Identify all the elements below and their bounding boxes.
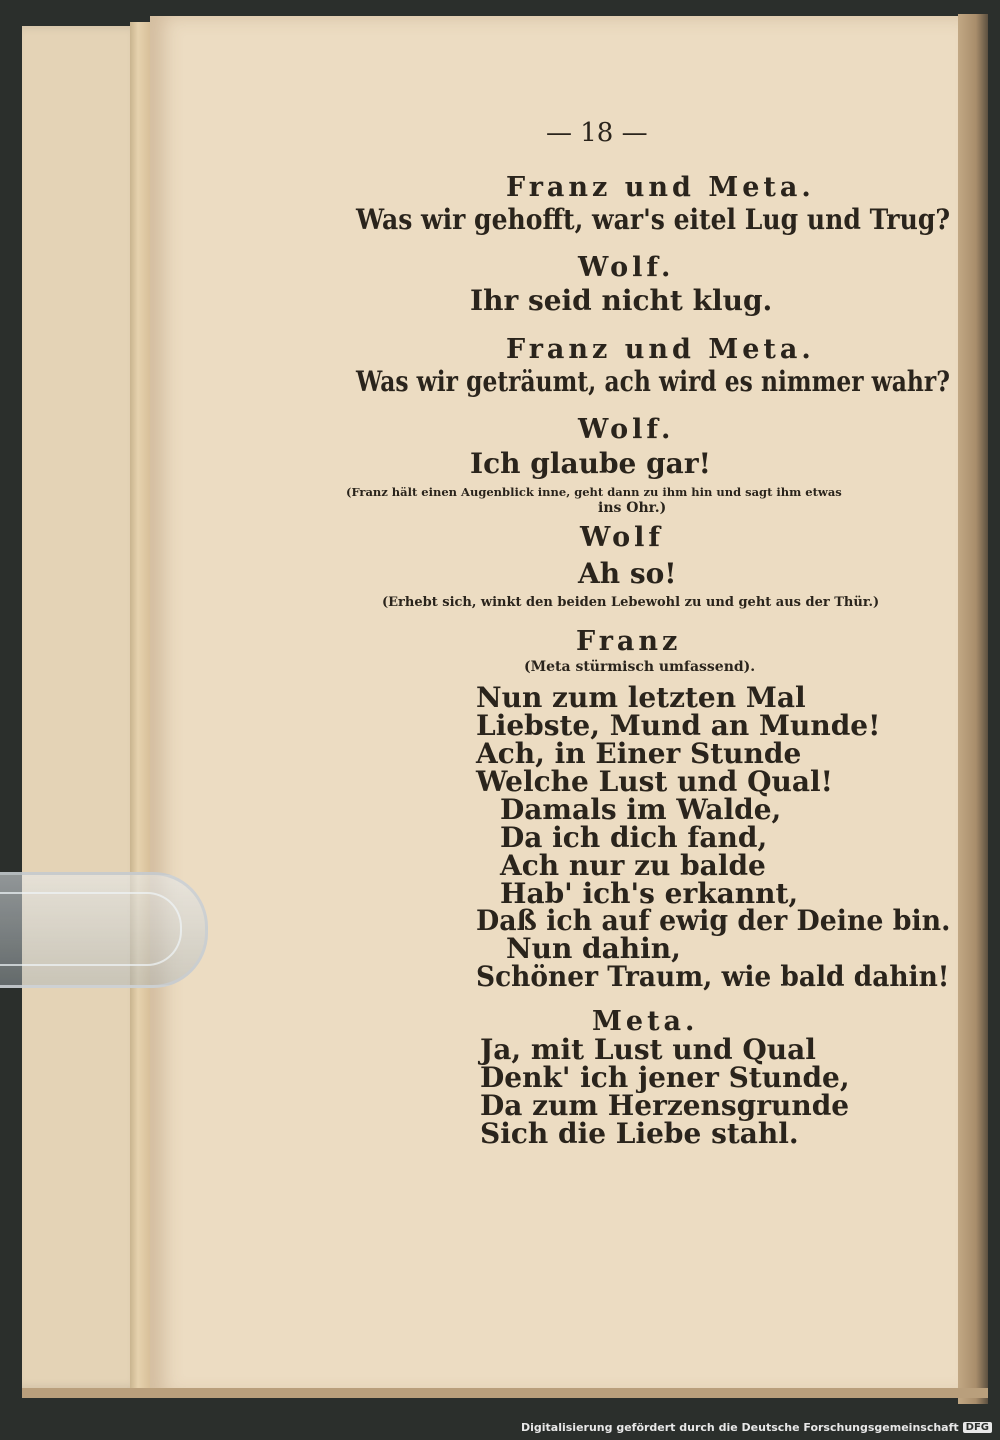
speaker-label: Wolf <box>580 522 665 553</box>
stage-direction: (Erhebt sich, winkt den beiden Lebewohl zu und geht aus der Thür.) <box>382 595 880 610</box>
page-number: — 18 — <box>546 118 648 148</box>
verse-line: Schöner Traum, wie bald dahin! <box>476 960 950 993</box>
verse-line: Liebste, Mund an Munde! <box>476 709 881 742</box>
verse-line: Ja, mit Lust und Qual <box>480 1033 816 1066</box>
speaker-label: Wolf. <box>578 414 675 445</box>
verse-line: Sich die Liebe stahl. <box>480 1117 799 1150</box>
verse-line: Ah so! <box>578 557 677 590</box>
dfg-logo: DFG <box>963 1422 992 1433</box>
right-page-edge <box>958 14 988 1404</box>
speaker-label: Franz und Meta. <box>506 172 815 203</box>
bottom-edge <box>22 1388 988 1398</box>
verse-line: Ihr seid nicht klug. <box>470 284 773 317</box>
verse-line: Daß ich auf ewig der Deine bin. <box>476 904 951 937</box>
left-page-leaf <box>22 26 142 1388</box>
verse-line: Ach nur zu balde <box>500 849 766 882</box>
speaker-label: Franz und Meta. <box>506 334 815 365</box>
verse-line: Denk' ich jener Stunde, <box>480 1061 850 1094</box>
stage-direction: ins Ohr.) <box>598 500 667 516</box>
verse-line: Hab' ich's erkannt, <box>500 877 799 910</box>
verse-line: Da zum Herzensgrunde <box>480 1089 850 1122</box>
verse-line: Damals im Walde, <box>500 793 782 826</box>
verse-line: Nun zum letzten Mal <box>476 681 806 714</box>
verse-line: Ach, in Einer Stunde <box>476 737 802 770</box>
stage-direction: (Franz hält einen Augenblick inne, geht dann zu ihm hin und sagt ihm etwas <box>346 485 842 499</box>
verse-line: Was wir geträumt, ach wird es nimmer wahr? <box>356 365 950 398</box>
verse-line: Ich glaube gar! <box>470 447 711 480</box>
verse-line: Welche Lust und Qual! <box>476 765 833 798</box>
speaker-label: Franz <box>576 626 682 657</box>
plastic-page-clip-inner <box>0 892 182 966</box>
verse-line: Nun dahin, <box>506 932 681 965</box>
page-stack-edge <box>130 22 150 1388</box>
digitization-footer <box>521 1421 992 1434</box>
speaker-label: Wolf. <box>578 252 675 283</box>
footer-text: Digitalisierung gefördert durch die Deutsche Forschungsgemeinschaft <box>520 1421 959 1434</box>
verse-line: Was wir gehofft, war's eitel Lug und Trug? <box>356 203 951 236</box>
speaker-label: Meta. <box>592 1006 699 1037</box>
verse-line: Da ich dich fand, <box>500 821 768 854</box>
stage-direction: (Meta stürmisch umfassend). <box>524 659 756 675</box>
